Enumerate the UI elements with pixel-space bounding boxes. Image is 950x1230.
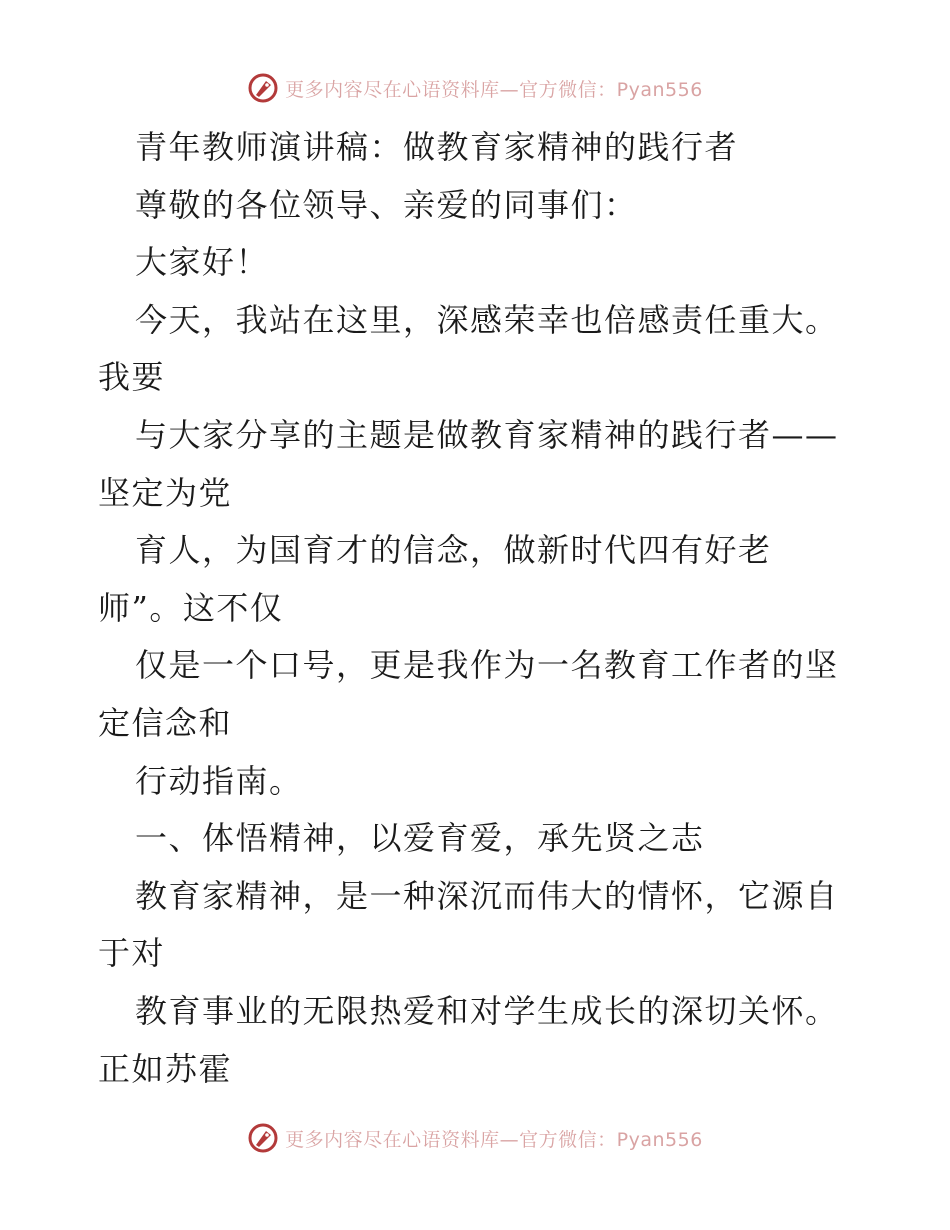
paragraph-line: 教育事业的无限热爱和对学生成长的深切关怀。: [135, 991, 839, 1030]
paragraph-line: 于对: [98, 934, 166, 973]
section-heading: 一、体悟精神，以爱育爱，承先贤之志: [135, 819, 705, 858]
paragraph-line: 行动指南。: [135, 761, 303, 800]
pen-nib-logo-icon: [247, 1122, 279, 1154]
salutation-line: 尊敬的各位领导、亲爱的同事们：: [135, 185, 638, 224]
paragraph-line: 与大家分享的主题是做教育家精神的践行者——: [135, 415, 839, 454]
paragraph-line: 我要: [98, 358, 166, 397]
paragraph-line: 仅是一个口号，更是我作为一名教育工作者的坚: [135, 646, 839, 685]
paragraph-line: 教育家精神，是一种深沉而伟大的情怀，它源自: [135, 876, 839, 915]
header-banner-text: 更多内容尽在心语资料库—官方微信：Pyan556: [285, 78, 703, 101]
header-banner: [0, 72, 950, 104]
paragraph-line: 今天，我站在这里，深感荣幸也倍感责任重大。: [135, 300, 839, 339]
footer-banner-text: 更多内容尽在心语资料库—官方微信：Pyan556: [285, 1128, 703, 1151]
document-title: 青年教师演讲稿：做教育家精神的践行者: [135, 128, 739, 166]
paragraph-line: 正如苏霍: [98, 1049, 233, 1088]
paragraph-line: 定信念和: [98, 703, 233, 742]
paragraph-line: 师”。这不仅: [98, 588, 284, 627]
greeting-line: 大家好！: [135, 243, 270, 282]
paragraph-line: 育人，为国育才的信念，做新时代四有好老: [135, 531, 772, 570]
paragraph-line: 坚定为党: [98, 473, 233, 512]
pen-nib-logo-icon: [247, 72, 279, 104]
document-body: [98, 119, 858, 1098]
footer-banner: [0, 1122, 950, 1154]
